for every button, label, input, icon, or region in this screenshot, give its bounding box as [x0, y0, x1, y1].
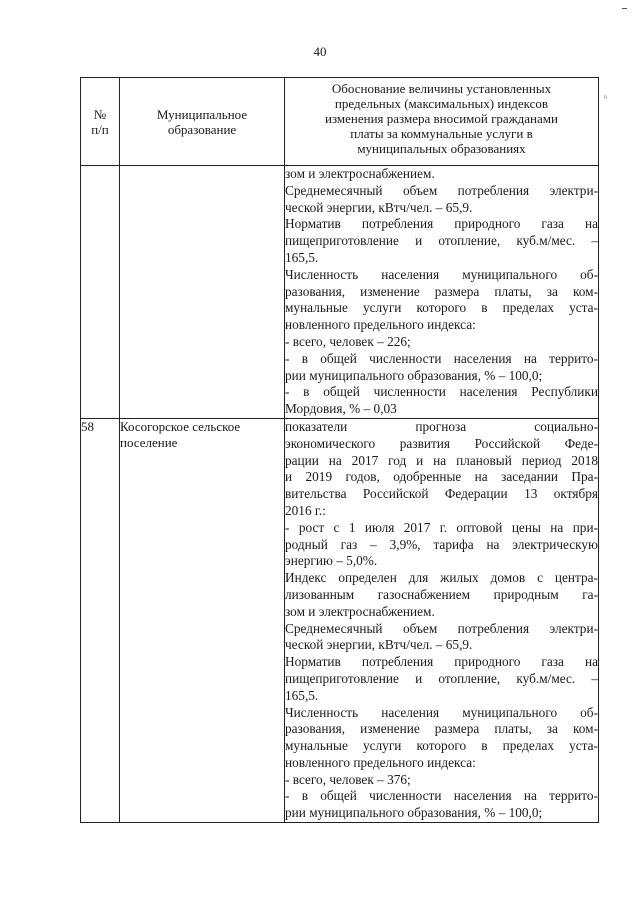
justification-line: мунальные услуги которого в пределах уста-	[285, 300, 598, 316]
justification-line: 165,5.	[285, 249, 319, 265]
justification-line: разования, изменение размера платы, за ком-	[285, 283, 598, 299]
header-num-line: №	[93, 106, 107, 122]
justification-line: разования, изменение размера платы, за ком-	[285, 721, 598, 737]
justification-line: - всего, человек – 226;	[285, 333, 411, 349]
justification-line: энергию – 5,0%.	[285, 553, 378, 569]
justification-line: Норматив потребления природного газа на	[285, 654, 598, 670]
justification-line: показатели прогноза социально-	[285, 418, 598, 434]
header-municipality-line: образование	[167, 121, 237, 137]
justification-line: Численность населения муниципального об-	[285, 704, 598, 720]
header-num-line: п/п	[91, 121, 109, 137]
justification-line: - в общей численности населения Республики	[285, 384, 598, 400]
justification-line: ческой энергии, кВтч/чел. – 65,9.	[285, 199, 473, 215]
header-municipality-line: Муниципальное	[156, 106, 248, 122]
header-justification-line: предельных (максимальных) индексов	[334, 96, 549, 111]
row-number	[81, 166, 120, 419]
header-justification	[285, 78, 599, 166]
justification-line: пищеприготовление и отопление, куб.м/мес. –	[285, 233, 598, 249]
justification-line: - всего, человек – 376;	[285, 771, 411, 787]
justification-line: Среднемесячный объем потребления электри-	[285, 182, 598, 198]
table-row	[81, 166, 599, 419]
justification-line: рии муниципального образования, % – 100,0;	[285, 805, 543, 821]
justification-line: - в общей численности населения на террито-	[285, 350, 598, 366]
scan-mark	[622, 8, 627, 9]
header-justification-line: изменения размера вносимой гражданами	[325, 111, 558, 126]
municipality-name	[120, 166, 285, 419]
justification-line: пищеприготовление и отопление, куб.м/мес. –	[285, 670, 598, 686]
margin-mark: ₚ	[604, 91, 608, 100]
justification-line: 2016 г.:	[285, 502, 326, 518]
table-header-row	[81, 78, 599, 166]
justification-line: Норматив потребления природного газа на	[285, 216, 598, 232]
justification-line: рации на 2017 год и на плановый период 2018	[285, 452, 598, 468]
justification-line: ческой энергии, кВтч/чел. – 65,9.	[285, 637, 473, 653]
justification-line: Среднемесячный объем потребления электри-	[285, 620, 598, 636]
justification-line: Численность населения муниципального об-	[285, 266, 598, 282]
justification-line: родный газ – 3,9%, тарифа на электрическую	[285, 536, 598, 552]
justification-line: новленного предельного индекса:	[285, 317, 476, 333]
justification-line: 165,5.	[285, 687, 319, 703]
justification-line: - в общей численности населения на террито-	[285, 788, 598, 804]
justification-line: и 2019 годов, одобренные на заседании Пра-	[285, 469, 598, 485]
justification-text	[285, 418, 599, 822]
justification-text	[285, 166, 599, 419]
justification-line: рии муниципального образования, % – 100,0;	[285, 367, 543, 383]
justification-line: Мордовия, % – 0,03	[285, 401, 397, 417]
municipality-name	[120, 418, 285, 822]
header-municipality	[120, 78, 285, 166]
municipality-name-line: поселение	[120, 434, 178, 450]
municipality-name-line: Косогорское сельское	[120, 418, 241, 434]
justification-line: мунальные услуги которого в пределах уста-	[285, 738, 598, 754]
justification-line: - рост с 1 июля 2017 г. оптовой цены на при-	[285, 519, 598, 535]
justification-line: экономического развития Российской Феде-	[285, 435, 598, 451]
row-number: 58	[81, 418, 120, 822]
justification-line: Индекс определен для жилых домов с центра-	[285, 570, 598, 586]
justification-line: зом и электроснабжением.	[285, 603, 435, 619]
header-justification-line: платы за коммунальные услуги в	[350, 126, 533, 141]
table-row	[81, 418, 599, 822]
header-num	[81, 78, 120, 166]
page-number: 40	[313, 44, 327, 59]
justification-line: вительства Российской Федерации 13 октября	[285, 486, 598, 502]
header-justification-line: муниципальных образованиях	[357, 141, 526, 156]
justification-line: зом и электроснабжением.	[285, 166, 435, 181]
header-justification-line: Обоснование величины установленных	[331, 81, 552, 96]
justification-line: лизованным газоснабжением природным га-	[285, 586, 598, 602]
justification-line: новленного предельного индекса:	[285, 754, 476, 770]
indices-table	[80, 77, 599, 823]
